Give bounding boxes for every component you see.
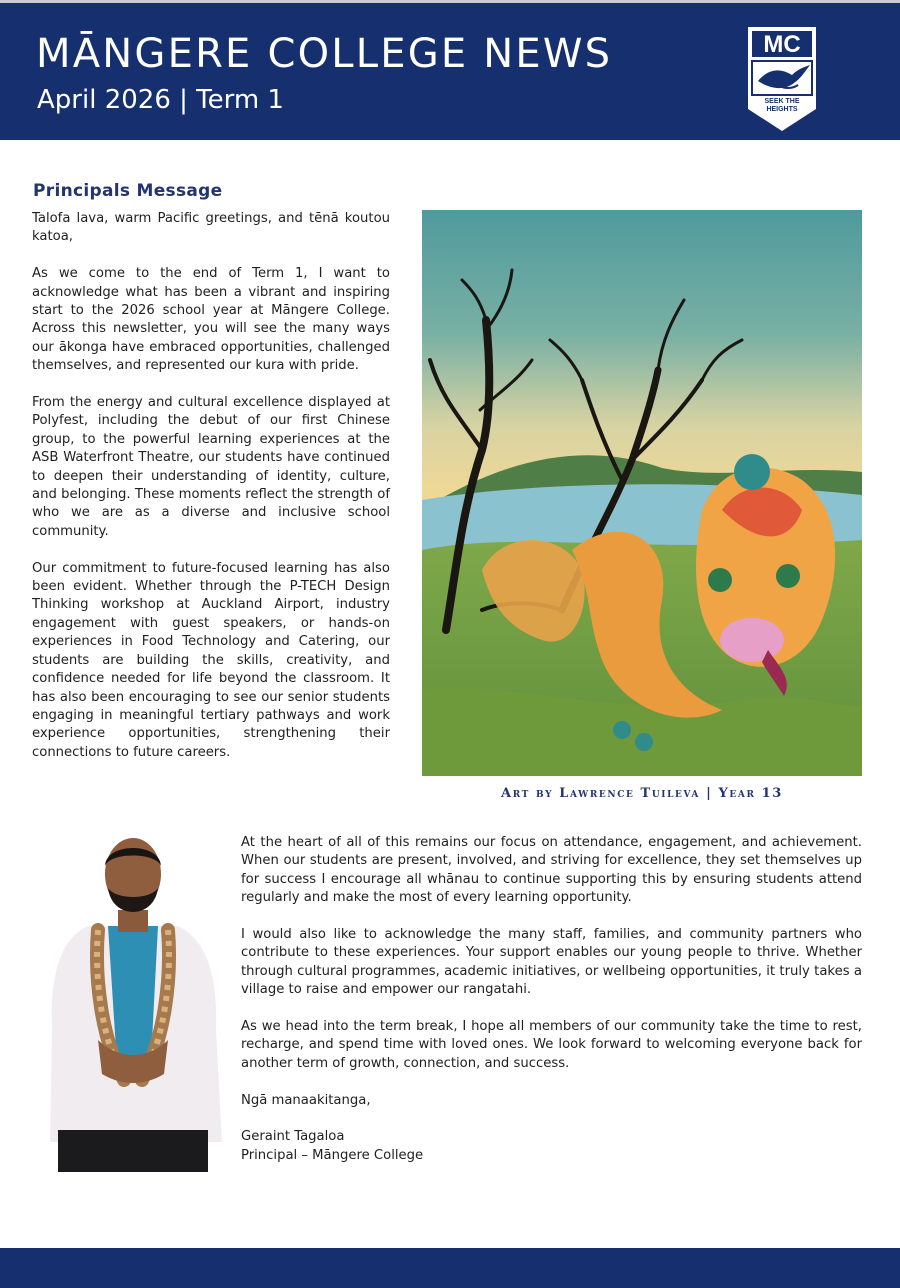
principals-message-heading: Principals Message bbox=[33, 181, 223, 201]
sign-off: Ngā manaakitanga, bbox=[241, 1092, 371, 1108]
newsletter-title: MĀNGERE COLLEGE NEWS bbox=[36, 31, 613, 77]
signature-title: Principal – Māngere College bbox=[241, 1147, 424, 1163]
school-crest-logo bbox=[748, 27, 816, 131]
column-paragraph-3: From the energy and cultural excellence displayed at Polyfest, including the debut of our first Chinese group, to the powerful learning experiences at the ASB Waterfront Theatre, our students have continued to deepen their understanding of identity, culture, and belonging. These moments reflect the strength of who we are as a diverse and inclusive school community. bbox=[32, 395, 390, 539]
body-paragraph-3: As we head into the term break, I hope all members of our community take the time to rest, recharge, and spend time with loved ones. We look forward to welcoming everyone back for another term of growth, connection, and success. bbox=[241, 1019, 862, 1071]
newsletter-issue-date: April 2026 | Term 1 bbox=[37, 85, 284, 115]
principals-message-column bbox=[32, 210, 390, 781]
crest-motto-line-2: HEIGHTS bbox=[766, 106, 798, 113]
column-paragraph-4: Our commitment to future-focused learning has also been evident. Whether through the P-TECH Design Thinking workshop at Auckland Airport, industry engagement with guest speakers, or hands-on experiences in Food Technology and Catering, our students are building the skills, creativity, and confidence needed for life beyond the classroom. It has also been encouraging to see our senior students engaging in meaningful tertiary pathways and work experience opportunities, strengthening their connections to future careers. bbox=[32, 560, 390, 760]
newsletter-header bbox=[0, 3, 900, 140]
column-paragraph-2: As we come to the end of Term 1, I want to acknowledge what has been a vibrant and inspiring start to the 2026 school year at Māngere College. Across this newsletter, you will see the many ways our ākonga have embraced opportunities, challenged themselves, and represented our kura with pride. bbox=[32, 266, 390, 374]
crest-motto-line-1: SEEK THE bbox=[764, 98, 800, 105]
column-paragraph-1: Talofa lava, warm Pacific greetings, and tēnā koutou katoa, bbox=[32, 211, 390, 245]
principal-portrait-image bbox=[38, 830, 228, 1172]
body-paragraph-1: At the heart of all of this remains our focus on attendance, engagement, and achievement. When our students are present, involved, and striving for excellence, they set themselves up for success I encourage all whānau to continue supporting this by ensuring students attend regularly and make the most of every learning opportunity. bbox=[241, 835, 862, 906]
body-paragraph-2: I would also like to acknowledge the many staff, families, and community partners who contribute to these experiences. Your support enables our young people to thrive. Whether through cultural programmes, academic initiatives, or wellbeing opportunities, it truly takes a village to raise and empower our rangatahi. bbox=[241, 927, 862, 998]
signature-name: Geraint Tagaloa bbox=[241, 1129, 345, 1145]
crest-shield-icon bbox=[748, 27, 816, 131]
principals-message-body bbox=[241, 834, 862, 1165]
crest-motto bbox=[748, 98, 816, 114]
student-artwork-image bbox=[422, 210, 862, 776]
newsletter-footer-bar bbox=[0, 1248, 900, 1288]
crest-initials: MC bbox=[763, 31, 801, 58]
artwork-caption: Art by Lawrence Tuileva | Year 13 bbox=[501, 786, 783, 801]
